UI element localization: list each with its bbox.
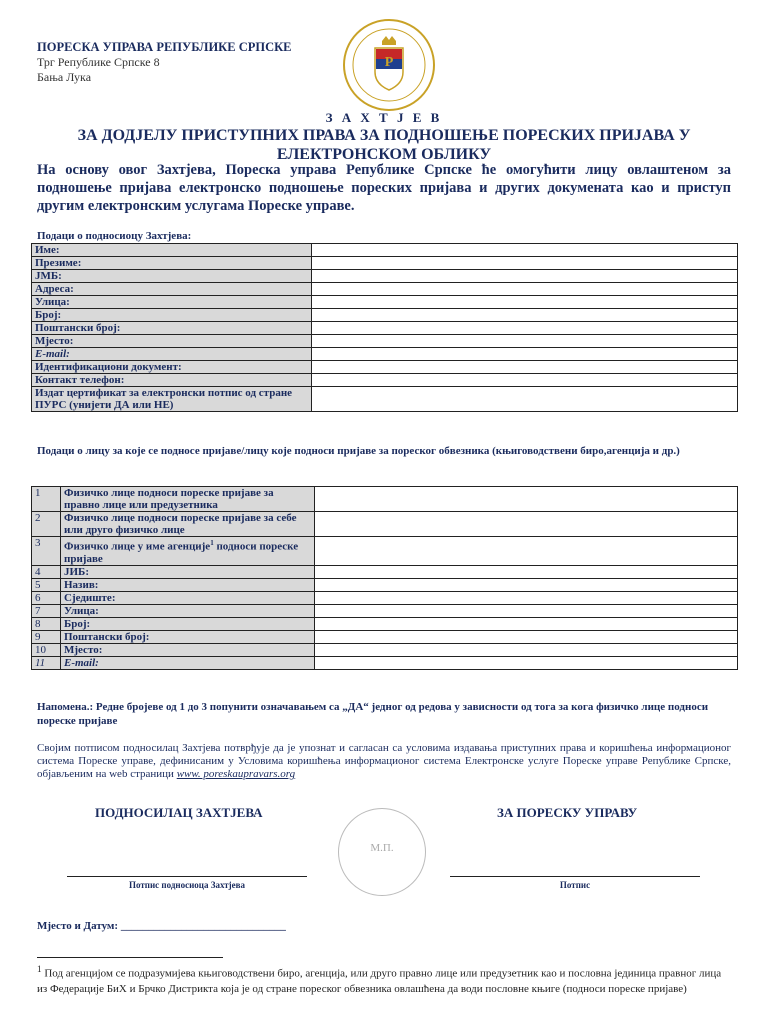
- table-row: [32, 244, 738, 257]
- table-row: [32, 578, 738, 591]
- field-label: Издат цертификат за електронски потпис од стране ПУРС (унијети ДА или НЕ): [32, 387, 312, 412]
- field-label: Физичко лице у име агенције$^1$ подноси пореске пријаве: [61, 537, 315, 566]
- applicant-table: [31, 243, 738, 412]
- form-title: З А Х Т Ј Е В: [325, 110, 443, 125]
- website-link[interactable]: www. poreskaupravars.org: [176, 768, 296, 780]
- table-row: [32, 270, 738, 283]
- row-number: 7: [32, 604, 61, 617]
- field-label: Број:: [32, 309, 312, 322]
- field-label: Назив:: [61, 578, 315, 591]
- field-value[interactable]: [315, 604, 738, 617]
- row-number: 10: [32, 643, 61, 656]
- org-city: Бања Лука: [37, 70, 92, 84]
- footnote-divider: [37, 957, 223, 958]
- field-label: ЈИБ:: [61, 565, 315, 578]
- field-value[interactable]: [312, 374, 738, 387]
- table-row: [32, 322, 738, 335]
- field-label: Улица:: [61, 604, 315, 617]
- table-row: [32, 283, 738, 296]
- table-row: [32, 374, 738, 387]
- field-value[interactable]: [312, 296, 738, 309]
- svg-text:P: P: [384, 55, 394, 70]
- field-label: Сједиште:: [61, 591, 315, 604]
- declaration-paragraph: Својим потписом подносилац Захтјева потврђује да је упознат и сагласан са условима издавања приступних права и коришћења информационог система Пореске управе, дефинисаним у Условима коришћења информационог система Електронске услуге Пореске управе Републике Српске, објављеним на web страници www. poreskaupravars.org: [37, 742, 731, 780]
- field-value[interactable]: [312, 322, 738, 335]
- field-value[interactable]: [312, 361, 738, 374]
- section1-title: Подаци о подносиоцу Захтјева:: [37, 230, 192, 242]
- field-label: ЈМБ:: [32, 270, 312, 283]
- field-label: Физичко лице подноси пореске пријаве за правно лице или предузетника: [61, 487, 315, 512]
- field-label: Мјесто:: [32, 335, 312, 348]
- applicant-signature-heading: ПОДНОСИЛАЦ ЗАХТЈЕВА: [95, 805, 263, 820]
- table-row: [32, 591, 738, 604]
- row-number: 9: [32, 630, 61, 643]
- footnote: $^1$ Под агенцијом се подразумијева књиговодствени биро, агенција, или друго правно лице или предузетник као и пословна јединица правног лица из Федерације БиХ и Брчко Дистрикта која је од стране пореског обвезника овлашћена да води пословне књиге (подноси пореске пријаве): [37, 964, 722, 995]
- table-row: [32, 361, 738, 374]
- note-paragraph: Напомена.: Редне бројеве од 1 до 3 попунити означавањем са „ДА“ једног од редова у зависности од тога за кога физичко лице подноси пореске пријаве: [37, 701, 709, 727]
- row-number: 1: [32, 487, 61, 512]
- row-number: 2: [32, 512, 61, 537]
- coat-of-arms-icon: [342, 18, 436, 112]
- field-value[interactable]: [315, 487, 738, 512]
- table-row: [32, 387, 738, 412]
- field-label: Мјесто:: [61, 643, 315, 656]
- field-label: Презиме:: [32, 257, 312, 270]
- table-row: [32, 257, 738, 270]
- tax-office-signature-caption: Потпис: [559, 880, 591, 890]
- field-value[interactable]: [312, 244, 738, 257]
- org-name: ПОРЕСКА УПРАВА РЕПУБЛИКЕ СРПСКЕ: [37, 40, 292, 54]
- field-value[interactable]: [315, 630, 738, 643]
- field-value[interactable]: [312, 387, 738, 412]
- field-label: Контакт телефон:: [32, 374, 312, 387]
- field-value[interactable]: [315, 565, 738, 578]
- field-value[interactable]: [312, 257, 738, 270]
- field-value[interactable]: [315, 537, 738, 566]
- section2-title: Подаци о лицу за које се подносе пријаве/лицу које подноси пријаве за пореског обвезника (књиговодствени биро,агенција и др.): [37, 445, 680, 457]
- field-label: Поштански број:: [32, 322, 312, 335]
- table-row: [32, 656, 738, 669]
- row-number: 6: [32, 591, 61, 604]
- field-value[interactable]: [315, 578, 738, 591]
- intro-paragraph: На основу овог Захтјева, Пореска управа Републике Српске ће омогућити лицу овлаштеном за подношење пријава електронско подношење пореских пријава и других докумената као и приступ другим електронским услугама Пореске управе.: [37, 162, 731, 214]
- row-number: 4: [32, 565, 61, 578]
- org-street: Трг Републике Српске 8: [37, 55, 160, 69]
- field-value[interactable]: [315, 591, 738, 604]
- field-label: Адреса:: [32, 283, 312, 296]
- row-number: 8: [32, 617, 61, 630]
- tax-office-signature-heading: ЗА ПОРЕСКУ УПРАВУ: [497, 805, 638, 820]
- taxpayer-table: [31, 486, 738, 670]
- field-label: Број:: [61, 617, 315, 630]
- field-value[interactable]: [312, 309, 738, 322]
- field-value[interactable]: [312, 270, 738, 283]
- field-label: E-mail:: [61, 656, 315, 669]
- table-row: [32, 537, 738, 566]
- field-value[interactable]: [312, 283, 738, 296]
- form-subtitle: ЗА ДОДЈЕЛУ ПРИСТУПНИХ ПРАВА ЗА ПОДНОШЕЊЕ ПОРЕСКИХ ПРИЈАВА У ЕЛЕКТРОНСКОМ ОБЛИКУ: [77, 127, 691, 163]
- table-row: [32, 604, 738, 617]
- table-row: [32, 335, 738, 348]
- field-label: Поштански број:: [61, 630, 315, 643]
- row-number: 3: [32, 537, 61, 566]
- place-date-field[interactable]: Мјесто и Датум: ______________________________: [37, 920, 286, 932]
- table-row: [32, 630, 738, 643]
- table-row: [32, 617, 738, 630]
- table-row: [32, 643, 738, 656]
- field-value[interactable]: [315, 656, 738, 669]
- header-address: [37, 40, 292, 85]
- table-row: [32, 487, 738, 512]
- table-row: [32, 348, 738, 361]
- applicant-signature-line[interactable]: [67, 876, 307, 877]
- field-label: Име:: [32, 244, 312, 257]
- tax-office-signature-line[interactable]: [450, 876, 700, 877]
- field-value[interactable]: [312, 335, 738, 348]
- field-label: Улица:: [32, 296, 312, 309]
- field-label: Физичко лице подноси пореске пријаве за себе или друго физичко лице: [61, 512, 315, 537]
- applicant-signature-caption: Потпис подносиоца Захтјева: [129, 880, 245, 890]
- field-label: E-mail:: [32, 348, 312, 361]
- field-value[interactable]: [315, 512, 738, 537]
- table-row: [32, 309, 738, 322]
- stamp-placeholder: М.П.: [338, 808, 426, 896]
- field-value[interactable]: [312, 348, 738, 361]
- field-label: Идентификациони документ:: [32, 361, 312, 374]
- table-row: [32, 512, 738, 537]
- table-row: [32, 565, 738, 578]
- row-number: 5: [32, 578, 61, 591]
- table-row: [32, 296, 738, 309]
- field-value[interactable]: [315, 617, 738, 630]
- field-value[interactable]: [315, 643, 738, 656]
- row-number: 11: [32, 656, 61, 669]
